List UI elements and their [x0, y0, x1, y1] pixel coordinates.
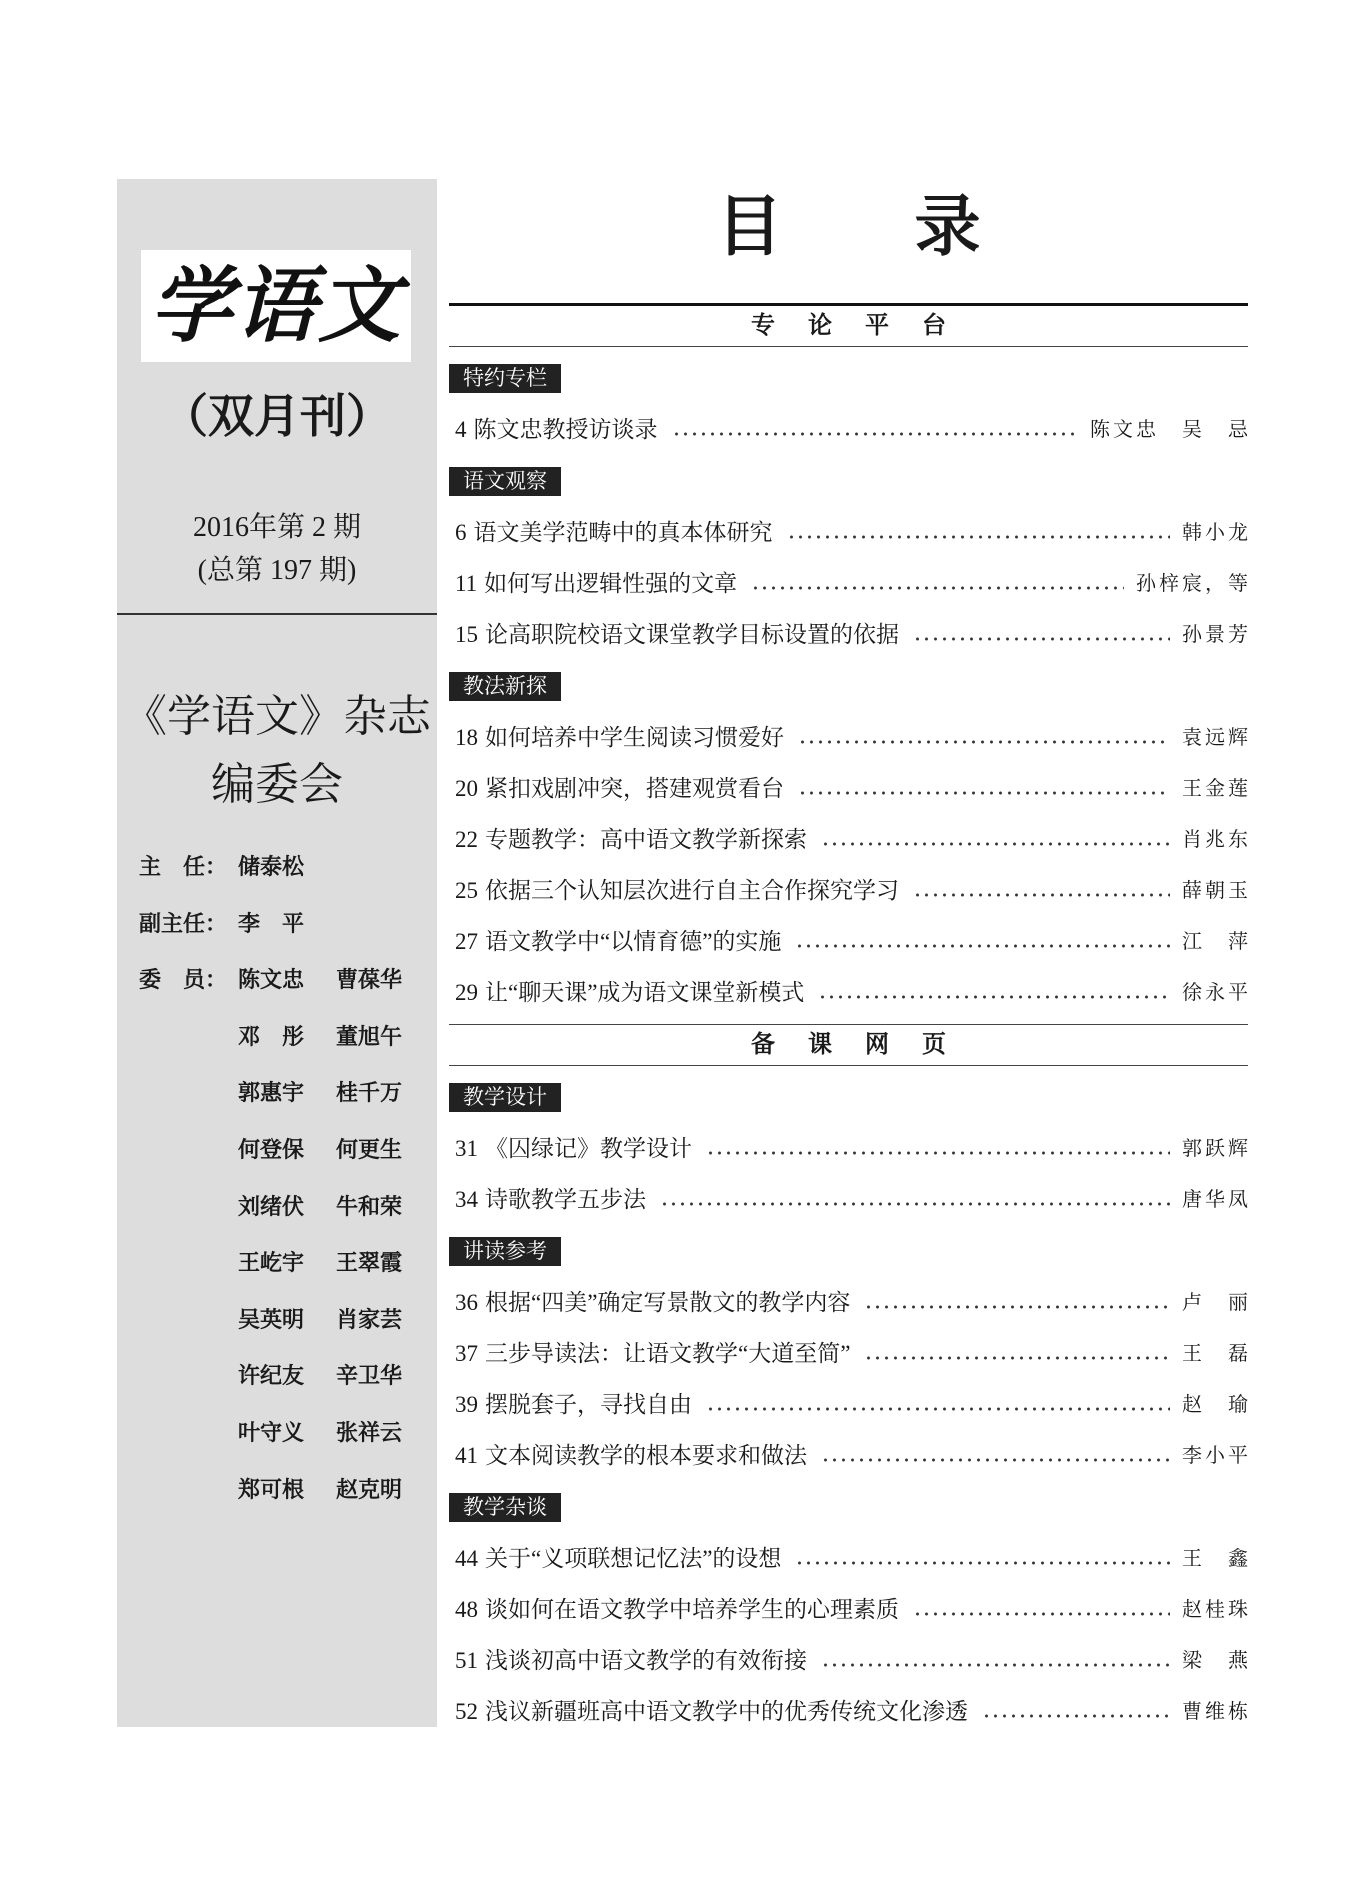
entry-title: 三步导读法：让语文教学“大道至简”	[485, 1341, 851, 1366]
entry-title: 让“聊天课”成为语文课堂新模式	[485, 980, 805, 1005]
dot-leader	[913, 1611, 1170, 1617]
committee-member: 郑可根	[238, 1476, 305, 1502]
dot-leader	[798, 739, 1170, 745]
dot-leader	[821, 1662, 1170, 1668]
column-tag: 教法新探	[449, 672, 561, 701]
dot-leader	[982, 1713, 1170, 1719]
committee-member: 牛和荣	[336, 1193, 403, 1219]
entry-page: 22	[455, 827, 478, 852]
dot-leader	[706, 1406, 1170, 1412]
toc-entry	[449, 967, 1251, 1018]
dot-leader	[913, 892, 1170, 898]
column-tag: 特约专栏	[449, 364, 561, 393]
entry-page: 20	[455, 776, 478, 801]
committee-member: 曹葆华	[336, 967, 403, 993]
committee-member: 赵克明	[336, 1476, 403, 1502]
committee-role-blank	[139, 1065, 238, 1122]
entry-page: 36	[455, 1290, 478, 1315]
dot-leader	[821, 1457, 1170, 1463]
committee-row	[139, 952, 429, 1009]
committee-row	[139, 1065, 429, 1122]
toc-entry	[449, 916, 1251, 967]
committee-role-blank	[139, 1235, 238, 1292]
entry-page: 34	[455, 1187, 478, 1212]
entry-author: 孙景芳	[1182, 622, 1251, 646]
entry-author: 肖兆东	[1182, 827, 1251, 851]
committee-member: 桂千万	[336, 1080, 403, 1106]
entry-title: 浅谈初高中语文教学的有效衔接	[485, 1648, 807, 1673]
committee-row	[139, 896, 429, 953]
committee-member: 王翠霞	[336, 1250, 403, 1276]
dot-leader	[798, 790, 1170, 796]
entry-page: 31	[455, 1136, 478, 1161]
masthead-panel	[117, 179, 437, 1727]
column-tag: 教学设计	[449, 1083, 561, 1112]
dot-leader	[672, 431, 1079, 437]
committee-member: 吴英明	[238, 1306, 305, 1332]
committee-member: 辛卫华	[336, 1363, 403, 1389]
committee-member: 董旭午	[336, 1023, 403, 1049]
committee-row	[139, 1348, 429, 1405]
committee-member: 刘绪伏	[238, 1193, 305, 1219]
committee-member: 叶守义	[238, 1419, 305, 1445]
entry-author: 王 磊	[1182, 1341, 1251, 1365]
entry-author: 孙梓宸，等	[1136, 571, 1251, 595]
committee-member: 邓 彤	[238, 1023, 305, 1049]
entry-title: 紧扣戏剧冲突，搭建观赏看台	[485, 776, 784, 801]
committee-row	[139, 1179, 429, 1236]
committee-row	[139, 1122, 429, 1179]
entry-author: 江 萍	[1182, 929, 1251, 953]
committee-role-blank	[139, 1009, 238, 1066]
entry-page: 29	[455, 980, 478, 1005]
entry-page: 37	[455, 1341, 478, 1366]
entry-page: 41	[455, 1443, 478, 1468]
entry-author: 唐华凤	[1182, 1187, 1251, 1211]
entry-page: 27	[455, 929, 478, 954]
entry-title: 诗歌教学五步法	[485, 1187, 646, 1212]
dot-leader	[821, 841, 1170, 847]
dot-leader	[818, 994, 1170, 1000]
toc-entry	[449, 1174, 1251, 1225]
column-tag-row	[449, 1237, 1248, 1266]
entry-page: 6	[455, 520, 467, 545]
entry-title: 陈文忠教授访谈录	[473, 417, 658, 442]
entry-page: 44	[455, 1546, 478, 1571]
dot-leader	[864, 1355, 1170, 1361]
entry-author: 卢 丽	[1182, 1290, 1251, 1314]
toc-entry	[449, 1533, 1251, 1584]
committee-member: 李 平	[238, 910, 305, 936]
committee-role-blank	[139, 1405, 238, 1462]
entry-title: 如何培养中学生阅读习惯爱好	[485, 725, 784, 750]
entry-page: 15	[455, 622, 478, 647]
entry-title: 谈如何在语文教学中培养学生的心理素质	[485, 1597, 899, 1622]
entry-title: 依据三个认知层次进行自主合作探究学习	[485, 878, 899, 903]
column-tag-row	[449, 1493, 1248, 1522]
toc-entry	[449, 814, 1251, 865]
committee-member: 许纪友	[238, 1363, 305, 1389]
toc-entry	[449, 1277, 1251, 1328]
toc-entry	[449, 507, 1251, 558]
entry-title: 关于“义项联想记忆法”的设想	[485, 1546, 782, 1571]
committee-member: 何登保	[238, 1136, 305, 1162]
column-tag: 语文观察	[449, 467, 561, 496]
entry-author: 韩小龙	[1182, 520, 1251, 544]
entry-author: 郭跃辉	[1182, 1136, 1251, 1160]
entry-title: 《囚绿记》教学设计	[485, 1136, 692, 1161]
toc-entry	[449, 865, 1251, 916]
committee-member: 张祥云	[336, 1419, 403, 1445]
page-title: 目录	[716, 189, 1113, 263]
committee-row	[139, 1292, 429, 1349]
dot-leader	[795, 943, 1170, 949]
committee-list	[139, 839, 429, 1518]
committee-row	[139, 1462, 429, 1519]
entry-author: 薛朝玉	[1182, 878, 1251, 902]
toc-entry	[449, 1584, 1251, 1635]
committee-member: 王屹宇	[238, 1250, 305, 1276]
toc-entry	[449, 1686, 1251, 1737]
entry-page: 52	[455, 1699, 478, 1724]
publication-frequency: （双月刊）	[162, 391, 392, 442]
committee-role-blank	[139, 1122, 238, 1179]
committee-row	[139, 839, 429, 896]
committee-role-blank	[139, 1292, 238, 1349]
committee-member: 郭惠宇	[238, 1080, 305, 1106]
entry-page: 4	[455, 417, 467, 442]
total-issue-number: (总第 197 期)	[197, 555, 357, 586]
entry-author: 王金莲	[1182, 776, 1251, 800]
entry-page: 11	[455, 571, 478, 596]
entry-title: 语文教学中“以情育德”的实施	[485, 929, 782, 954]
dot-leader	[913, 636, 1170, 642]
entry-author: 赵桂珠	[1182, 1597, 1251, 1621]
committee-role-blank	[139, 1462, 238, 1519]
column-tag-row	[449, 364, 1248, 393]
table-of-contents	[449, 180, 1251, 1737]
toc-entry	[449, 1379, 1251, 1430]
entry-title: 论高职院校语文课堂教学目标设置的依据	[485, 622, 899, 647]
committee-row	[139, 1235, 429, 1292]
entry-author: 徐永平	[1182, 980, 1251, 1004]
column-tag: 教学杂谈	[449, 1493, 561, 1522]
dot-leader	[787, 534, 1171, 540]
committee-member: 何更生	[336, 1136, 403, 1162]
toc-entry	[449, 712, 1251, 763]
dot-leader	[706, 1150, 1170, 1156]
entry-page: 48	[455, 1597, 478, 1622]
issue-number: 2016年第 2 期	[192, 512, 361, 543]
toc-entry	[449, 1635, 1251, 1686]
committee-role-blank	[139, 1179, 238, 1236]
toc-entry	[449, 404, 1251, 455]
entry-author: 梁 燕	[1182, 1648, 1251, 1672]
entry-title: 如何写出逻辑性强的文章	[484, 571, 738, 596]
toc-entry	[449, 558, 1251, 609]
entry-page: 18	[455, 725, 478, 750]
entry-author: 曹维栋	[1182, 1699, 1251, 1723]
toc-entry	[449, 609, 1251, 660]
magazine-logo: 学语文	[141, 250, 411, 362]
column-tag: 讲读参考	[449, 1237, 561, 1266]
entry-author: 袁远辉	[1182, 725, 1251, 749]
dot-leader	[864, 1304, 1170, 1310]
entry-author: 陈文忠 吴 忌	[1090, 417, 1251, 441]
committee-member: 肖家芸	[336, 1306, 403, 1332]
editorial-board-subtitle: 编委会	[211, 760, 343, 809]
toc-entry	[449, 1328, 1251, 1379]
entry-page: 25	[455, 878, 478, 903]
editorial-board-title: 《学语文》杂志	[123, 692, 431, 741]
column-tag-row	[449, 672, 1248, 701]
part-heading: 备课网页	[449, 1024, 1248, 1066]
committee-role: 副主任：	[139, 910, 228, 936]
toc-entry	[449, 1123, 1251, 1174]
entry-page: 39	[455, 1392, 478, 1417]
entry-author: 赵 瑜	[1182, 1392, 1251, 1416]
committee-role-blank	[139, 1348, 238, 1405]
entry-title: 根据“四美”确定写景散文的教学内容	[485, 1290, 851, 1315]
entry-title: 浅议新疆班高中语文教学中的优秀传统文化渗透	[485, 1699, 968, 1724]
committee-row	[139, 1009, 429, 1066]
committee-role: 委 员：	[139, 967, 228, 993]
entry-title: 文本阅读教学的根本要求和做法	[485, 1443, 807, 1468]
committee-role: 主 任：	[139, 854, 228, 879]
dot-leader	[751, 585, 1124, 591]
committee-member: 陈文忠	[238, 967, 305, 993]
entry-author: 王 鑫	[1182, 1546, 1251, 1570]
toc-entry	[449, 763, 1251, 814]
part-heading: 专论平台	[449, 303, 1248, 347]
entry-title: 专题教学：高中语文教学新探索	[485, 827, 807, 852]
dot-leader	[660, 1201, 1170, 1207]
entry-page: 51	[455, 1648, 478, 1673]
column-tag-row	[449, 1083, 1248, 1112]
committee-row	[139, 1405, 429, 1462]
dot-leader	[795, 1560, 1170, 1566]
column-tag-row	[449, 467, 1248, 496]
entry-title: 摆脱套子，寻找自由	[485, 1392, 692, 1417]
entry-author: 李小平	[1182, 1443, 1251, 1467]
panel-divider	[117, 613, 437, 615]
entry-title: 语文美学范畴中的真本体研究	[473, 520, 773, 545]
toc-entry	[449, 1430, 1251, 1481]
committee-member: 储泰松	[238, 854, 305, 879]
